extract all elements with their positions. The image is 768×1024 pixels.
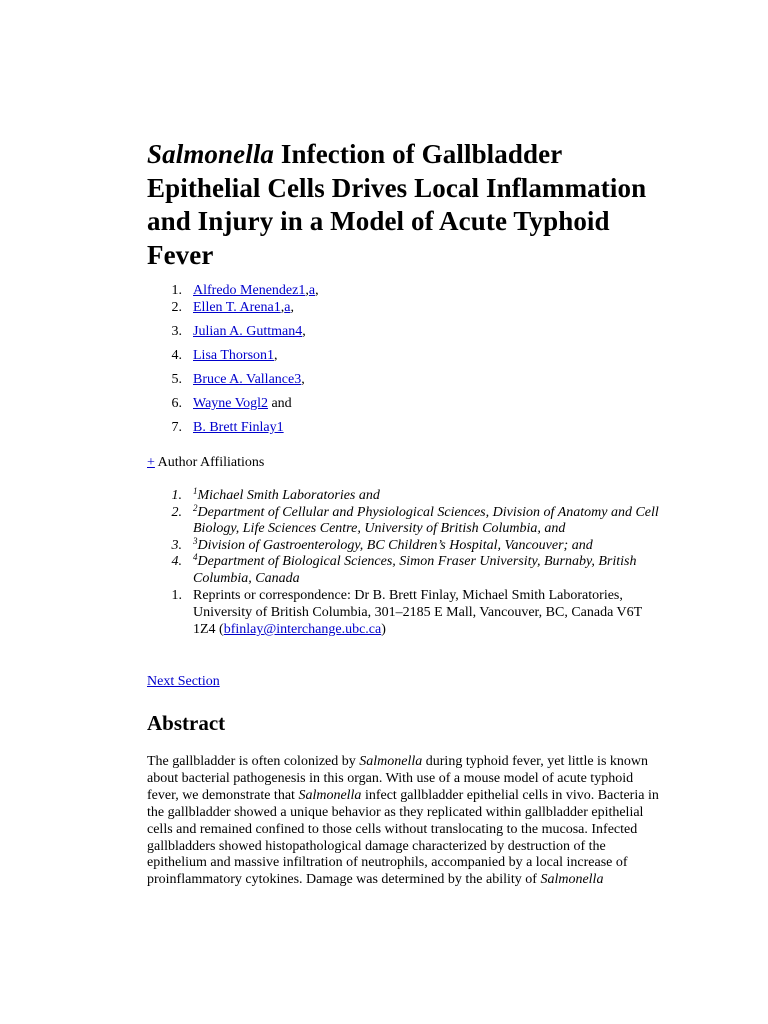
author-number: 2. [171,300,182,315]
author-number: 6. [171,396,182,411]
correspondence-text: Reprints or correspondence: Dr B. Brett Finlay, Michael Smith Laboratories, University of British Columbia, 301–2185 E Mall, Vancouver, BC, Canada V6T 1Z4 ( [193,588,642,637]
author-item: 1. Alfredo Menendez1,a, [147,283,659,300]
affiliation-item [147,502,659,538]
author-suffix: , [274,348,278,363]
affiliation-number: 4. [171,554,182,569]
correspondence-item [147,587,659,638]
abstract-part: The gallbladder is often colonized by [147,754,360,769]
author-number: 1. [171,283,182,298]
author-number: 5. [171,372,182,387]
author-number: 3. [171,324,182,339]
affiliation-text: Division of Gastroenterology, BC Children’s Hospital, Vancouver; and [197,537,593,553]
affiliation-item [147,488,659,505]
article-title-italic: Salmonella [147,139,275,169]
affiliation-number: 1. [171,488,182,503]
affiliation-sup: 1 [193,486,198,496]
abstract-heading: Abstract [147,711,226,735]
correspondence-close: ) [381,622,386,637]
correspondence-email-link[interactable]: bfinlay@interchange.ubc.ca [223,622,382,637]
author-link[interactable]: Lisa Thorson1 [193,348,275,363]
article-content [147,138,659,889]
author-link[interactable]: Ellen T. Arena1 [193,300,281,315]
author-affiliations-label: Author Affiliations [154,455,265,470]
author-item [147,348,659,372]
affiliation-text: Department of Biological Sciences, Simon Fraser University, Burnaby, British Columbia, Canada [193,554,637,586]
author-footnote-link[interactable]: a [284,300,291,315]
affiliation-text: Michael Smith Laboratories and [197,488,380,503]
affiliation-sup: 2 [193,502,198,513]
article-title [147,138,659,272]
next-section-link[interactable]: Next Section [147,674,220,689]
affiliation-item [147,535,659,555]
abstract-part-italic: Salmonella [359,754,423,769]
author-number: 4. [171,348,182,363]
affiliation-list [147,488,659,638]
author-affiliations-toggle [147,455,659,475]
author-link[interactable]: Alfredo Menendez1 [193,283,306,298]
author-link[interactable]: Wayne Vogl2 [193,396,268,411]
abstract-part: during typhoid fever, yet little is known about bacterial pathogenesis in this organ. With use of a mouse model of acute typhoid fever, we demonstrate that [147,754,649,803]
author-link[interactable]: B. Brett Finlay1 [193,420,284,435]
author-link[interactable]: Bruce A. Vallance3 [193,372,302,387]
author-suffix: and [267,396,292,411]
abstract-part-italic: Salmonella [540,872,604,888]
author-item [147,372,659,396]
affiliation-sup: 3 [193,535,198,546]
abstract-part-italic: Salmonella [298,787,362,803]
author-item: 2. Ellen T. Arena1,a, [147,300,659,324]
affiliation-item [147,554,659,587]
author-item [147,396,659,420]
affiliation-number: 3. [171,537,182,553]
author-suffix: , [315,283,319,298]
author-suffix: , [302,324,306,339]
abstract-text [147,754,659,889]
author-item [147,324,659,348]
abstract-part: infect gallbladder epithelial cells in vivo. Bacteria in the gallbladder showed a unique behavior as they replicated within gallbladder epithelial cells and remained confined to those cells without translocating to the mucosa. Infected gallbladders showed histopathological damage characterized by destruction of the epithelium and massive infiltration of neutrophils, accompanied by a local increase of proinflammatory cytokines. Damage was determined by the ability of [147,787,659,888]
author-link[interactable]: Julian A. Guttman4 [193,324,303,339]
author-suffix: , [290,300,294,315]
affiliation-number: 2. [171,504,182,520]
affiliation-text: Department of Cellular and Physiological Sciences, Division of Anatomy and Cell Biology, Life Sciences Centre, University of British Columbia, and [193,504,659,536]
author-list [147,283,659,444]
author-number: 7. [171,420,182,435]
correspondence-number: 1. [171,588,182,603]
author-footnote-link[interactable]: a [308,283,316,298]
author-item [147,420,659,444]
article-title-rest: Infection of Gallbladder Epithelial Cells Drives Local Inflammation and Injury in a Model of Acute Typhoid Fever [147,139,647,270]
expand-affiliations-link[interactable]: + [147,455,155,470]
next-section-nav [147,674,659,690]
author-suffix: , [301,372,305,387]
affiliation-sup: 4 [193,552,198,562]
